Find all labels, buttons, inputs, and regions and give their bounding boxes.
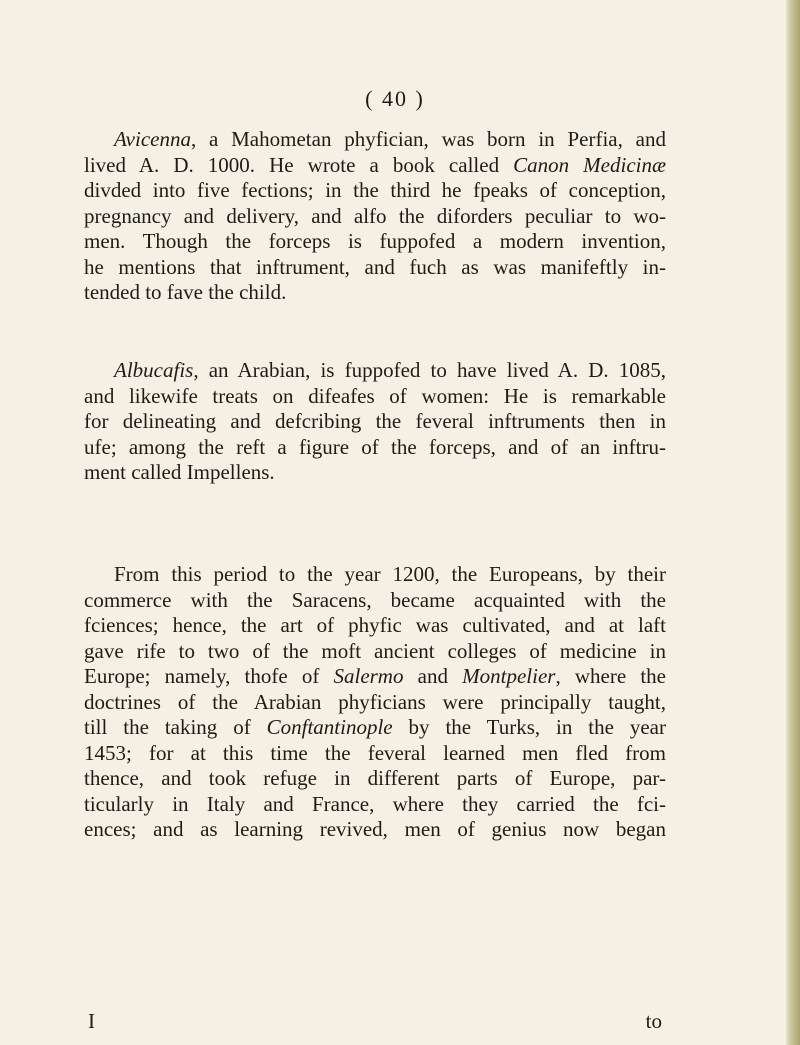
text-line: ufe; among the reft a figure of the forceps, and of an inftru- — [84, 434, 666, 459]
text-line: Europe; namely, thofe of Salermo and Montpelier, where the — [84, 664, 666, 688]
text-line: fciences; hence, the art of phyfic was cultivated, and at laft — [84, 613, 666, 637]
text-line: Avicenna, a Mahometan phyfician, was born in Perfia, and — [114, 127, 666, 151]
text-line: ticularly in Italy and France, where they carried the fci- — [84, 791, 666, 816]
text-line: till the taking of Conftantinople by the Turks, in the year — [84, 715, 666, 739]
signature-mark: I — [88, 1009, 95, 1033]
paragraph-europeans — [84, 562, 666, 843]
name-albucasis: Albucafis — [114, 358, 194, 382]
text-line: doctrines of the Arabian phyficians were principally taught, — [84, 689, 666, 714]
text-line: ences; and as learning revived, men of genius now began — [84, 817, 666, 841]
text-line: he mentions that inftrument, and fuch as was manifeftly in- — [84, 254, 666, 279]
text-line: Albucafis, an Arabian, is fuppofed to have lived A. D. 1085, — [114, 358, 666, 382]
text-line: lived A. D. 1000. He wrote a book called Canon Medicinæ — [84, 152, 666, 177]
text-line: for delineating and defcribing the feveral inftruments then in — [84, 409, 666, 433]
text-line: From this period to the year 1200, the Europeans, by their — [114, 562, 666, 586]
text-line: ment called Impellens. — [84, 460, 275, 484]
text-line: gave rife to two of the moft ancient colleges of medicine in — [84, 638, 666, 663]
text-line: pregnancy and delivery, and alfo the diforders peculiar to wo- — [84, 203, 666, 228]
place-montpelier: Montpelier — [462, 664, 556, 688]
name-avicenna: Avicenna — [114, 127, 191, 151]
page-edge-shadow — [786, 0, 800, 1045]
text-line: commerce with the Saracens, became acquainted with the — [84, 587, 666, 612]
place-salermo: Salermo — [333, 664, 404, 688]
text-line: tended to fave the child. — [84, 280, 287, 304]
title-canon-medicinae: Canon Medicinæ — [513, 152, 666, 177]
paragraph-avicenna — [84, 127, 666, 306]
place-constantinople: Conftantinople — [266, 715, 393, 739]
catchword: to — [645, 1009, 662, 1033]
text-line: divded into five fections; in the third he fpeaks of conception, — [84, 178, 666, 202]
page-number: ( 40 ) — [365, 86, 425, 111]
text-line: thence, and took refuge in different parts of Europe, par- — [84, 766, 666, 790]
paragraph-albucasis — [84, 358, 666, 486]
text-line: 1453; for at this time the feveral learned men fled from — [84, 740, 666, 765]
text-line: and likewife treats on difeafes of women: He is remarkable — [84, 383, 666, 408]
text-line: men. Though the forceps is fuppofed a modern invention, — [84, 229, 666, 253]
